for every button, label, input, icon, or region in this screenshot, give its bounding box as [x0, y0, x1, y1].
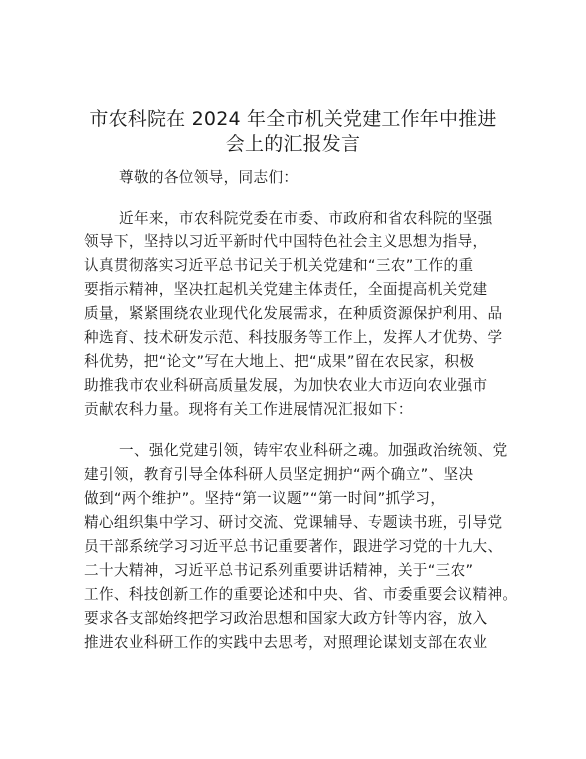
paragraph-1-line: 近年来，市农科院党委在市委、市政府和省农科院的坚强 — [119, 210, 493, 227]
paragraph-1-line: 助推我市农业科研高质量发展，为加快农业大市迈向农业强市 — [84, 377, 488, 394]
paragraph-1-line: 认真贯彻落实习近平总书记关于机关党建和“三农”工作的重 — [84, 257, 474, 274]
paragraph-2-line: 工作、科技创新工作的重要论述和中央、省、市委重要会议精神。 — [84, 586, 518, 603]
paragraph-1-line: 质量，紧紧围绕农业现代化发展需求，在种质资源保护利用、品 — [84, 305, 503, 322]
paragraph-2-line: 一、强化党建引领，铸牢农业科研之魂。加强政治统领、党 — [119, 442, 508, 459]
paragraph-1-line: 要指示精神，坚决扛起机关党建主体责任，全面提高机关党建 — [84, 281, 488, 298]
paragraph-2-line: 推进农业科研工作的实践中去思考，对照理论谋划支部在农业 — [84, 634, 488, 651]
paragraph-1-line: 贡献农科力量。现将有关工作进展情况汇报如下： — [84, 401, 413, 418]
paragraph-2-line: 精心组织集中学习、研讨交流、党课辅导、专题读书班，引导党 — [84, 514, 503, 531]
document-title-line-2: 会上的汇报发言 — [225, 133, 361, 155]
salutation: 尊敬的各位领导，同志们： — [119, 169, 299, 186]
paragraph-1-line: 种选育、技术研发示范、科技服务等工作上，发挥人才优势、学 — [84, 329, 503, 346]
paragraph-2-line: 建引领，教育引导全体科研人员坚定拥护“两个确立”、坚决 — [84, 466, 474, 483]
document-title-line-1: 市农科院在 2024 年全市机关党建工作年中推进 — [89, 108, 497, 130]
paragraph-2-line: 员干部系统学习习近平总书记重要著作，跟进学习党的十九大、 — [84, 538, 503, 555]
paragraph-1-line: 科优势，把“论文”写在大地上、把“成果”留在农民家，积极 — [84, 353, 475, 370]
paragraph-1-line: 领导下，坚持以习近平新时代中国特色社会主义思想为指导， — [84, 233, 488, 250]
paragraph-2-line: 要求各支部始终把学习政治思想和国家大政方针等内容，放入 — [84, 610, 488, 627]
paragraph-2-line: 做到“两个维护”。坚持“第一议题”“第一时间”抓学习， — [84, 490, 446, 507]
paragraph-2-line: 二十大精神，习近平总书记系列重要讲话精神，关于“三农” — [84, 562, 474, 579]
